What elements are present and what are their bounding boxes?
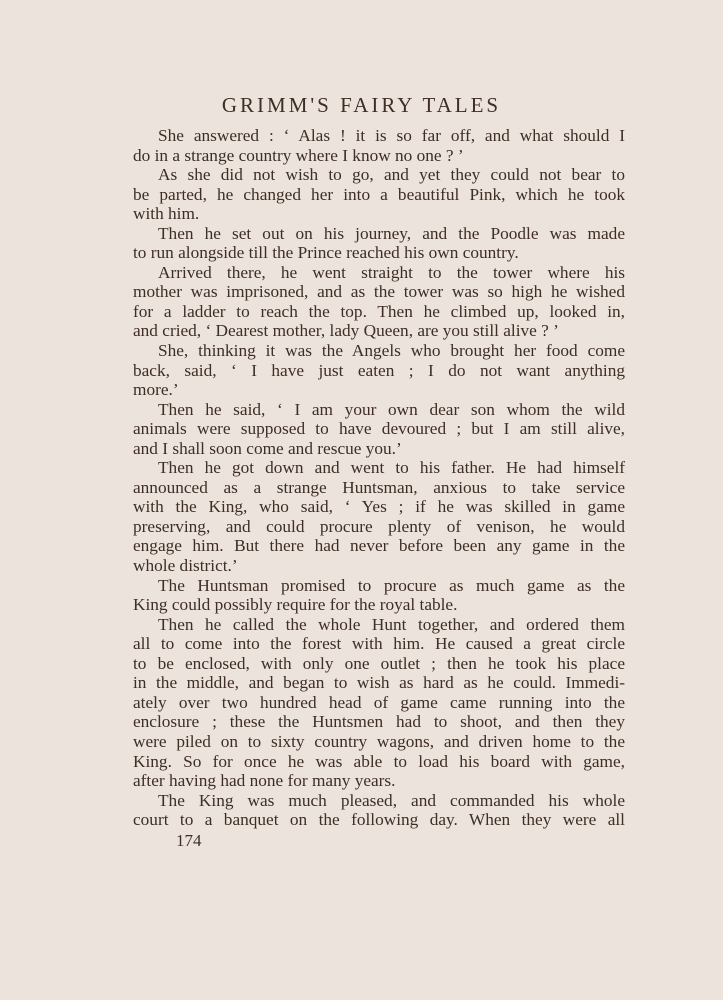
text-line: with him. <box>133 204 200 224</box>
text-line: back, said, ‘ I have just eaten ; I do not want anything <box>133 360 625 380</box>
text-line: King. So for once he was able to load his board with game, <box>133 751 625 771</box>
text-line: for a ladder to reach the top. Then he climbed up, looked in, <box>133 301 625 321</box>
text-line: She answered : ‘ Alas ! it is so far off, and what should I <box>158 126 625 145</box>
text-line: Arrived there, he went straight to the tower where his <box>158 262 625 282</box>
text-line: whole district.’ <box>133 556 238 576</box>
text-line: engage him. But there had never before been any game in the <box>133 536 625 556</box>
page-number: 174 <box>176 831 202 850</box>
text-line: As she did not wish to go, and yet they could not bear to <box>158 165 625 185</box>
text-line: to run alongside till the Prince reached his own country. <box>133 243 519 263</box>
text-line: enclosure ; these the Huntsmen had to shoot, and then they <box>133 712 625 732</box>
text-line: court to a banquet on the following day. When they were all <box>133 810 625 830</box>
text-line: be parted, he changed her into a beautiful Pink, which he took <box>133 184 625 204</box>
text-line: all to come into the forest with him. He caused a great circle <box>133 634 625 654</box>
text-line: Then he set out on his journey, and the Poodle was made <box>158 223 625 243</box>
text-line: after having had none for many years. <box>133 771 396 791</box>
text-line: announced as a strange Huntsman, anxious to take service <box>133 477 625 497</box>
text-line: with the King, who said, ‘ Yes ; if he was skilled in game <box>133 497 625 517</box>
text-line: The King was much pleased, and commanded his whole <box>158 790 625 810</box>
running-header: GRIMM'S FAIRY TALES <box>221 93 502 117</box>
text-line: more.’ <box>133 380 179 400</box>
text-line: animals were supposed to have devoured ; but I am still alive, <box>133 419 625 439</box>
text-line: The Huntsman promised to procure as much game as the <box>158 575 625 595</box>
text-line: do in a strange country where I know no one ? ’ <box>133 145 464 165</box>
text-line: King could possibly require for the royal table. <box>133 595 458 615</box>
text-line: ately over two hundred head of game came running into the <box>133 692 625 712</box>
text-line: were piled on to sixty country wagons, and driven home to the <box>133 731 625 751</box>
text-line: and cried, ‘ Dearest mother, lady Queen, are you still alive ? ’ <box>133 321 559 341</box>
text-line: and I shall soon come and rescue you.’ <box>133 438 402 458</box>
text-line: in the middle, and began to wish as hard as he could. Immedi- <box>133 673 625 693</box>
text-line: mother was imprisoned, and as the tower was so high he wished <box>133 282 625 302</box>
text-line: She, thinking it was the Angels who brought her food come <box>158 341 625 361</box>
text-line: Then he got down and went to his father. He had himself <box>158 458 625 478</box>
body-text <box>133 126 625 830</box>
text-line: to be enclosed, with only one outlet ; then he took his place <box>133 653 625 673</box>
text-line: preserving, and could procure plenty of venison, he would <box>133 516 625 536</box>
text-line: Then he called the whole Hunt together, and ordered them <box>158 614 625 634</box>
text-line: Then he said, ‘ I am your own dear son whom the wild <box>158 399 625 419</box>
